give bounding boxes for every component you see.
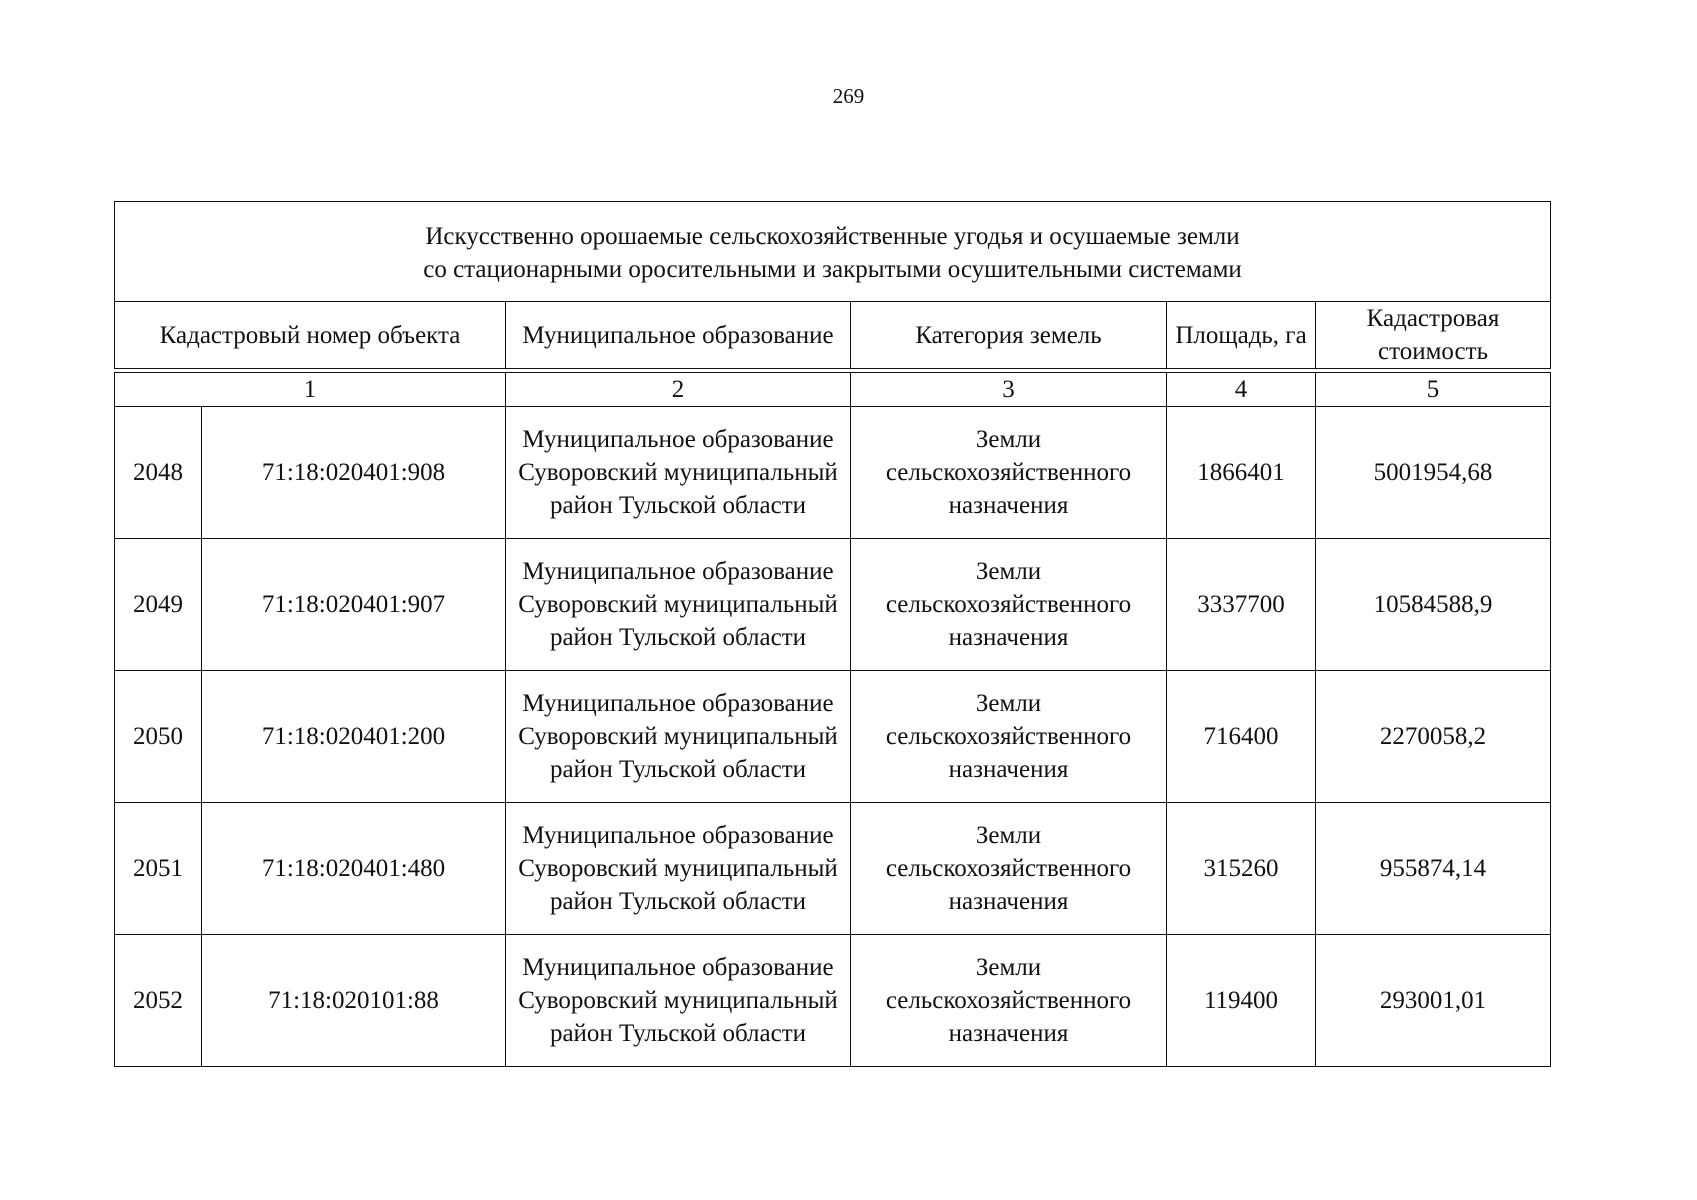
column-number: 1: [115, 373, 506, 407]
row-index: 2048: [115, 407, 202, 539]
header-cadastral-number: Кадастровый номер объекта: [115, 302, 506, 369]
header-cadastral-value: Кадастровая стоимость: [1316, 302, 1551, 369]
column-number-row: [115, 373, 1551, 407]
table-title-row: [115, 202, 1551, 302]
column-number: 5: [1316, 373, 1551, 407]
table-title-line: Искусственно орошаемые сельскохозяйственные угодья и осушаемые земли: [425, 222, 1240, 250]
header-area: Площадь, га: [1167, 302, 1316, 369]
row-area: 315260: [1167, 803, 1316, 935]
row-cadastral-value: 293001,01: [1316, 935, 1551, 1067]
row-area: 3337700: [1167, 539, 1316, 671]
land-registry-table: [114, 201, 1551, 1067]
row-land-category: Земли сельскохозяйственного назначения: [851, 935, 1167, 1067]
row-land-category: Земли сельскохозяйственного назначения: [851, 671, 1167, 803]
table-title-line: со стационарными оросительными и закрытыми осушительными системами: [423, 255, 1242, 283]
row-index: 2051: [115, 803, 202, 935]
row-municipality: Муниципальное образование Суворовский муниципальный район Тульской области: [506, 539, 851, 671]
row-cadastral-number: 71:18:020401:908: [202, 407, 506, 539]
row-cadastral-number: 71:18:020401:480: [202, 803, 506, 935]
row-index: 2049: [115, 539, 202, 671]
column-number: 2: [506, 373, 851, 407]
table-header-row: [115, 302, 1551, 369]
column-number: 4: [1167, 373, 1316, 407]
row-area: 1866401: [1167, 407, 1316, 539]
row-cadastral-value: 10584588,9: [1316, 539, 1551, 671]
row-municipality: Муниципальное образование Суворовский муниципальный район Тульской области: [506, 407, 851, 539]
table-row: [115, 539, 1551, 671]
row-cadastral-value: 2270058,2: [1316, 671, 1551, 803]
column-number: 3: [851, 373, 1167, 407]
row-cadastral-value: 5001954,68: [1316, 407, 1551, 539]
row-municipality: Муниципальное образование Суворовский муниципальный район Тульской области: [506, 803, 851, 935]
row-cadastral-number: 71:18:020401:200: [202, 671, 506, 803]
row-area: 716400: [1167, 671, 1316, 803]
table-row: [115, 671, 1551, 803]
row-index: 2052: [115, 935, 202, 1067]
table-row: [115, 935, 1551, 1067]
row-index: 2050: [115, 671, 202, 803]
table-title: [115, 202, 1551, 302]
table-row: [115, 407, 1551, 539]
row-area: 119400: [1167, 935, 1316, 1067]
header-land-category: Категория земель: [851, 302, 1167, 369]
row-municipality: Муниципальное образование Суворовский муниципальный район Тульской области: [506, 671, 851, 803]
row-cadastral-value: 955874,14: [1316, 803, 1551, 935]
row-land-category: Земли сельскохозяйственного назначения: [851, 539, 1167, 671]
table-row: [115, 803, 1551, 935]
row-cadastral-number: 71:18:020101:88: [202, 935, 506, 1067]
page-number: 269: [832, 84, 865, 108]
row-municipality: Муниципальное образование Суворовский муниципальный район Тульской области: [506, 935, 851, 1067]
header-municipality: Муниципальное образование: [506, 302, 851, 369]
row-land-category: Земли сельскохозяйственного назначения: [851, 407, 1167, 539]
row-cadastral-number: 71:18:020401:907: [202, 539, 506, 671]
row-land-category: Земли сельскохозяйственного назначения: [851, 803, 1167, 935]
